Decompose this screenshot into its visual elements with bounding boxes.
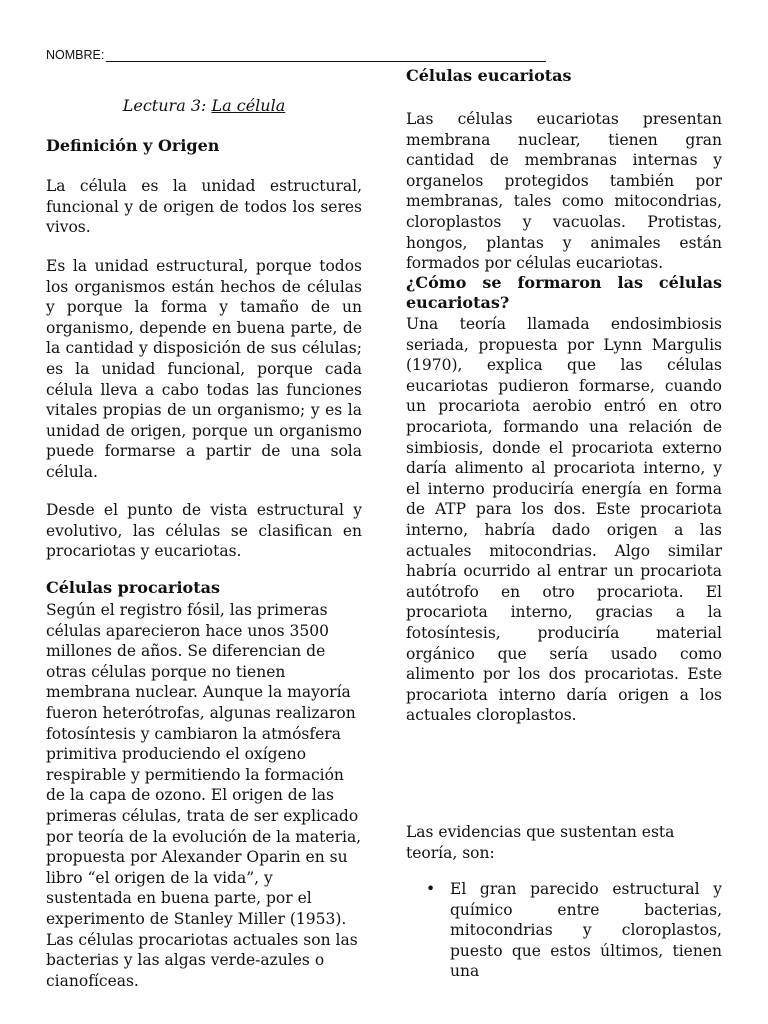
- list-item: [426, 879, 722, 982]
- heading-formation-question: ¿Cómo se formaron las células eucariotas?: [406, 273, 722, 312]
- heading-definicion-origen: Definición y Origen: [46, 136, 220, 155]
- paragraph-units: Es la unidad estructural, porque todos los organismos están hechos de células y porque la forma y tamaño de un organismo, depende en buena parte, de la cantidad y disposición de sus células; es la unidad funcional, porque cada célula lleva a cabo todas las funciones vitales propias de un organismo; y es la unidad de origen, porque un organismo puede formarse a partir de una sola célula.: [46, 257, 362, 481]
- name-blank-line: [106, 49, 546, 62]
- paragraph-eucariotas: Las células eucariotas presentan membrana nuclear, tienen gran cantidad de membranas internas y organelos protegidos también por membranas, tales como mitocondrias, cloroplastos y vacuolas. Protistas, hongos, plantas y animales están formados por células eucariotas.: [406, 110, 722, 273]
- heading-procariotas: Células procariotas: [46, 578, 220, 597]
- bullet-dot: •: [426, 880, 436, 898]
- evidence-list: [406, 879, 722, 982]
- list-item-text: El gran parecido estructural y químico entre bacterias, mitocondrias y cloroplastos, puesto que estos últimos, tienen una: [450, 880, 722, 981]
- paragraph-evidence-intro: Las evidencias que sustentan esta teoría, son:: [406, 823, 675, 862]
- paragraph-endosymbiosis: Una teoría llamada endosimbiosis seriada, propuesta por Lynn Margulis (1970), explica que las células eucariotas pudieron formarse, cuando un procariota aerobio entró en otro procariota, formando una relación de simbiosis, donde el procariota externo daría alimento al procariota interno, y el interno produciría energía en forma de ATP para los dos. Este procariota interno, habría dado origen a las actuales mitocondrias. Algo similar habría ocurrido al entrar un procariota autótrofo en otro procariota. El procariota interno, gracias a la fotosíntesis, produciría material orgánico que sería usado como alimento por los dos procariotas. Este procariota interno daría origen a los actuales cloroplastos.: [406, 315, 722, 725]
- paragraph-procariotas: Según el registro fósil, las primeras células aparecieron hace unos 3500 millones de años. Se diferencian de otras células porque no tienen membrana nuclear. Aunque la mayoría fueron heterótrofas, algunas realizaron fotosíntesis y cambiaron la atmósfera primitiva produciendo el oxígeno respirable y permitiendo la formación de la capa de ozono. El origen de las primeras células, trata de ser explicado por teoría de la evolución de la materia, propuesta por Alexander Oparin en su libro “el origen de la vida”, y sustentada en buena parte, por el experimento de Stanley Miller (1953). Las células procariotas actuales son las bacterias y las algas verde-azules o cianofíceas.: [46, 601, 362, 990]
- name-field: [46, 48, 546, 62]
- reading-title-prefix: Lectura 3:: [122, 96, 207, 115]
- heading-eucariotas: Células eucariotas: [406, 66, 572, 85]
- reading-title-main: La célula: [211, 96, 286, 115]
- name-label: NOMBRE:: [46, 48, 105, 62]
- paragraph-definition: La célula es la unidad estructural, funcional y de origen de todos los seres vivos.: [46, 177, 362, 237]
- reading-title: [46, 96, 362, 117]
- paragraph-classification: Desde el punto de vista estructural y evolutivo, las células se clasifican en procariotas y eucariotas.: [46, 501, 362, 561]
